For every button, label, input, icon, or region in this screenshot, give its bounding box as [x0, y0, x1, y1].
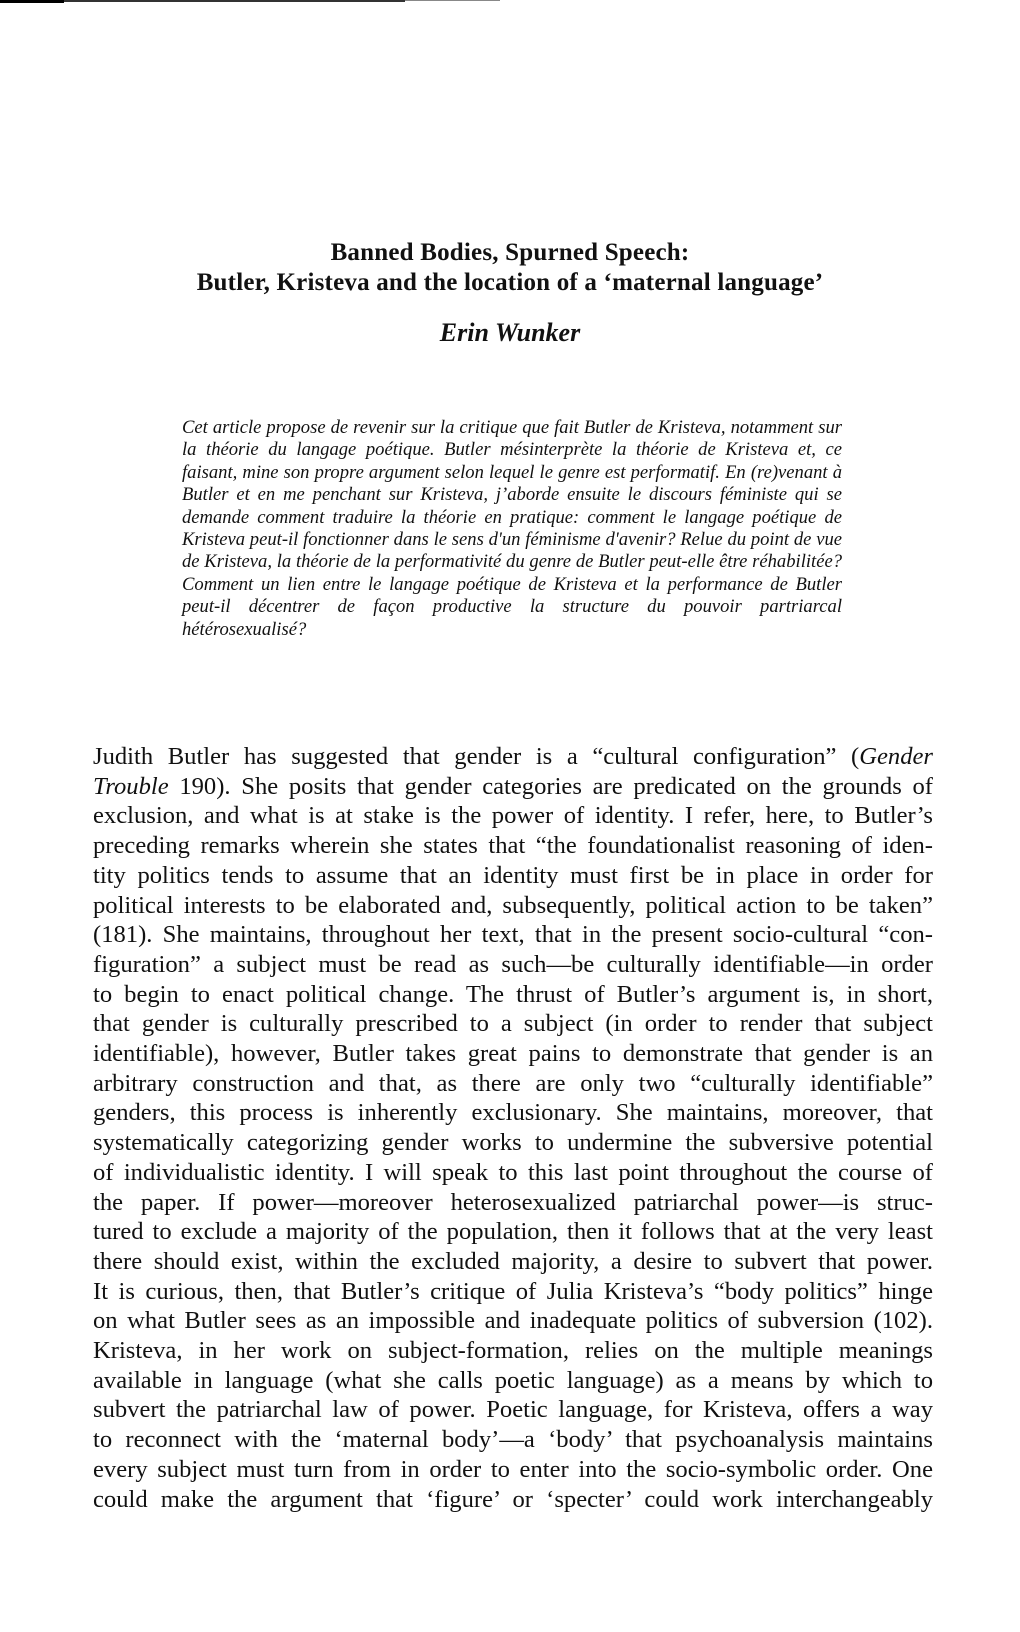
body-line: every subject must turn from in order to enter into the socio-symbolic order. One — [93, 1455, 933, 1483]
body-line: Judith Butler has suggested that gender is a “cultural configuration” (Gender — [93, 743, 933, 770]
body-line: It is curious, then, that Butler’s critique of Julia Kristeva’s “body politics” hinge — [93, 1277, 933, 1305]
body-line: that gender is culturally prescribed to a subject (in order to render that subject — [93, 1010, 933, 1038]
body-line: Trouble 190). She posits that gender categories are predicated on the grounds of — [93, 772, 933, 800]
body-paragraph — [93, 742, 933, 1514]
body-line: arbitrary construction and that, as there are only two “culturally identifiable” — [93, 1069, 933, 1097]
body-line: on what Butler sees as an impossible and inadequate politics of subversion (102). — [93, 1307, 933, 1335]
body-line: figuration” a subject must be read as such—be culturally identifiable—in order — [93, 950, 933, 978]
body-line: identifiable), however, Butler takes great pains to demonstrate that gender is an — [93, 1040, 933, 1068]
body-line: there should exist, within the excluded majority, a desire to subvert that power. — [93, 1247, 933, 1275]
abstract-text: Cet article propose de revenir sur la critique que fait Butler de Kristeva, notamment sur la théorie du langage poétique. Butler mésinterprète la théorie de Kristeva et, ce faisant, mine son propre argument selon lequel le genre est performatif. En (re)venant à Butler et en me penchant sur Kristeva, j’aborde ensuite le discours féministe qui se demande comment traduire la théorie en pratique: comment le langage poétique de Kristeva peut-il fonctionner dans le sens d'un féminisme d'avenir? Relue du point de vue de Kristeva, la théorie de la performativité du genre de Butler peut-elle être réhabilitée? Comment un lien entre le langage poétique de Kristeva et la performance de Butler peut-il décentrer de façon productive la structure du pouvoir partriarcal hétérosexualisé? — [182, 417, 842, 640]
body-line: of individualistic identity. I will speak to this last point throughout the course of — [93, 1158, 933, 1186]
body-line: tity politics tends to assume that an identity must first be in place in order for — [93, 861, 933, 889]
body-line: Kristeva, in her work on subject-formation, relies on the multiple meanings — [93, 1337, 933, 1365]
article-title — [0, 238, 1020, 298]
body-line: exclusion, and what is at stake is the power of identity. I refer, here, to Butler’s — [93, 802, 933, 830]
abstract — [182, 417, 842, 641]
header-rule — [405, 0, 500, 1]
title-line-1: Banned Bodies, Spurned Speech: — [330, 239, 690, 266]
body-line: subvert the patriarchal law of power. Poetic language, for Kristeva, offers a way — [93, 1396, 933, 1424]
body-line: genders, this process is inherently exclusionary. She maintains, moreover, that — [93, 1099, 933, 1127]
body-line: the paper. If power—moreover heterosexualized patriarchal power—is struc- — [93, 1188, 933, 1216]
author-name: Erin Wunker — [439, 318, 581, 347]
body-line: (181). She maintains, throughout her text, that in the present socio-cultural “con- — [93, 921, 933, 949]
header-rule — [0, 0, 64, 3]
header-rule — [64, 0, 405, 2]
body-line: to begin to enact political change. The thrust of Butler’s argument is, in short, — [93, 980, 933, 1008]
body-line: preceding remarks wherein she states that “the foundationalist reasoning of iden- — [93, 832, 933, 860]
body-line: to reconnect with the ‘maternal body’—a ‘body’ that psychoanalysis maintains — [93, 1426, 933, 1454]
body-line: tured to exclude a majority of the population, then it follows that at the very least — [93, 1218, 933, 1246]
body-line: could make the argument that ‘figure’ or ‘specter’ could work interchangeably — [93, 1485, 933, 1513]
title-line-2: Butler, Kristeva and the location of a ‘maternal language’ — [196, 269, 824, 296]
body-line: political interests to be elaborated and, subsequently, political action to be taken” — [93, 891, 933, 919]
body-line: systematically categorizing gender works to undermine the subversive potential — [93, 1129, 933, 1157]
body-line: available in language (what she calls poetic language) as a means by which to — [93, 1366, 933, 1394]
